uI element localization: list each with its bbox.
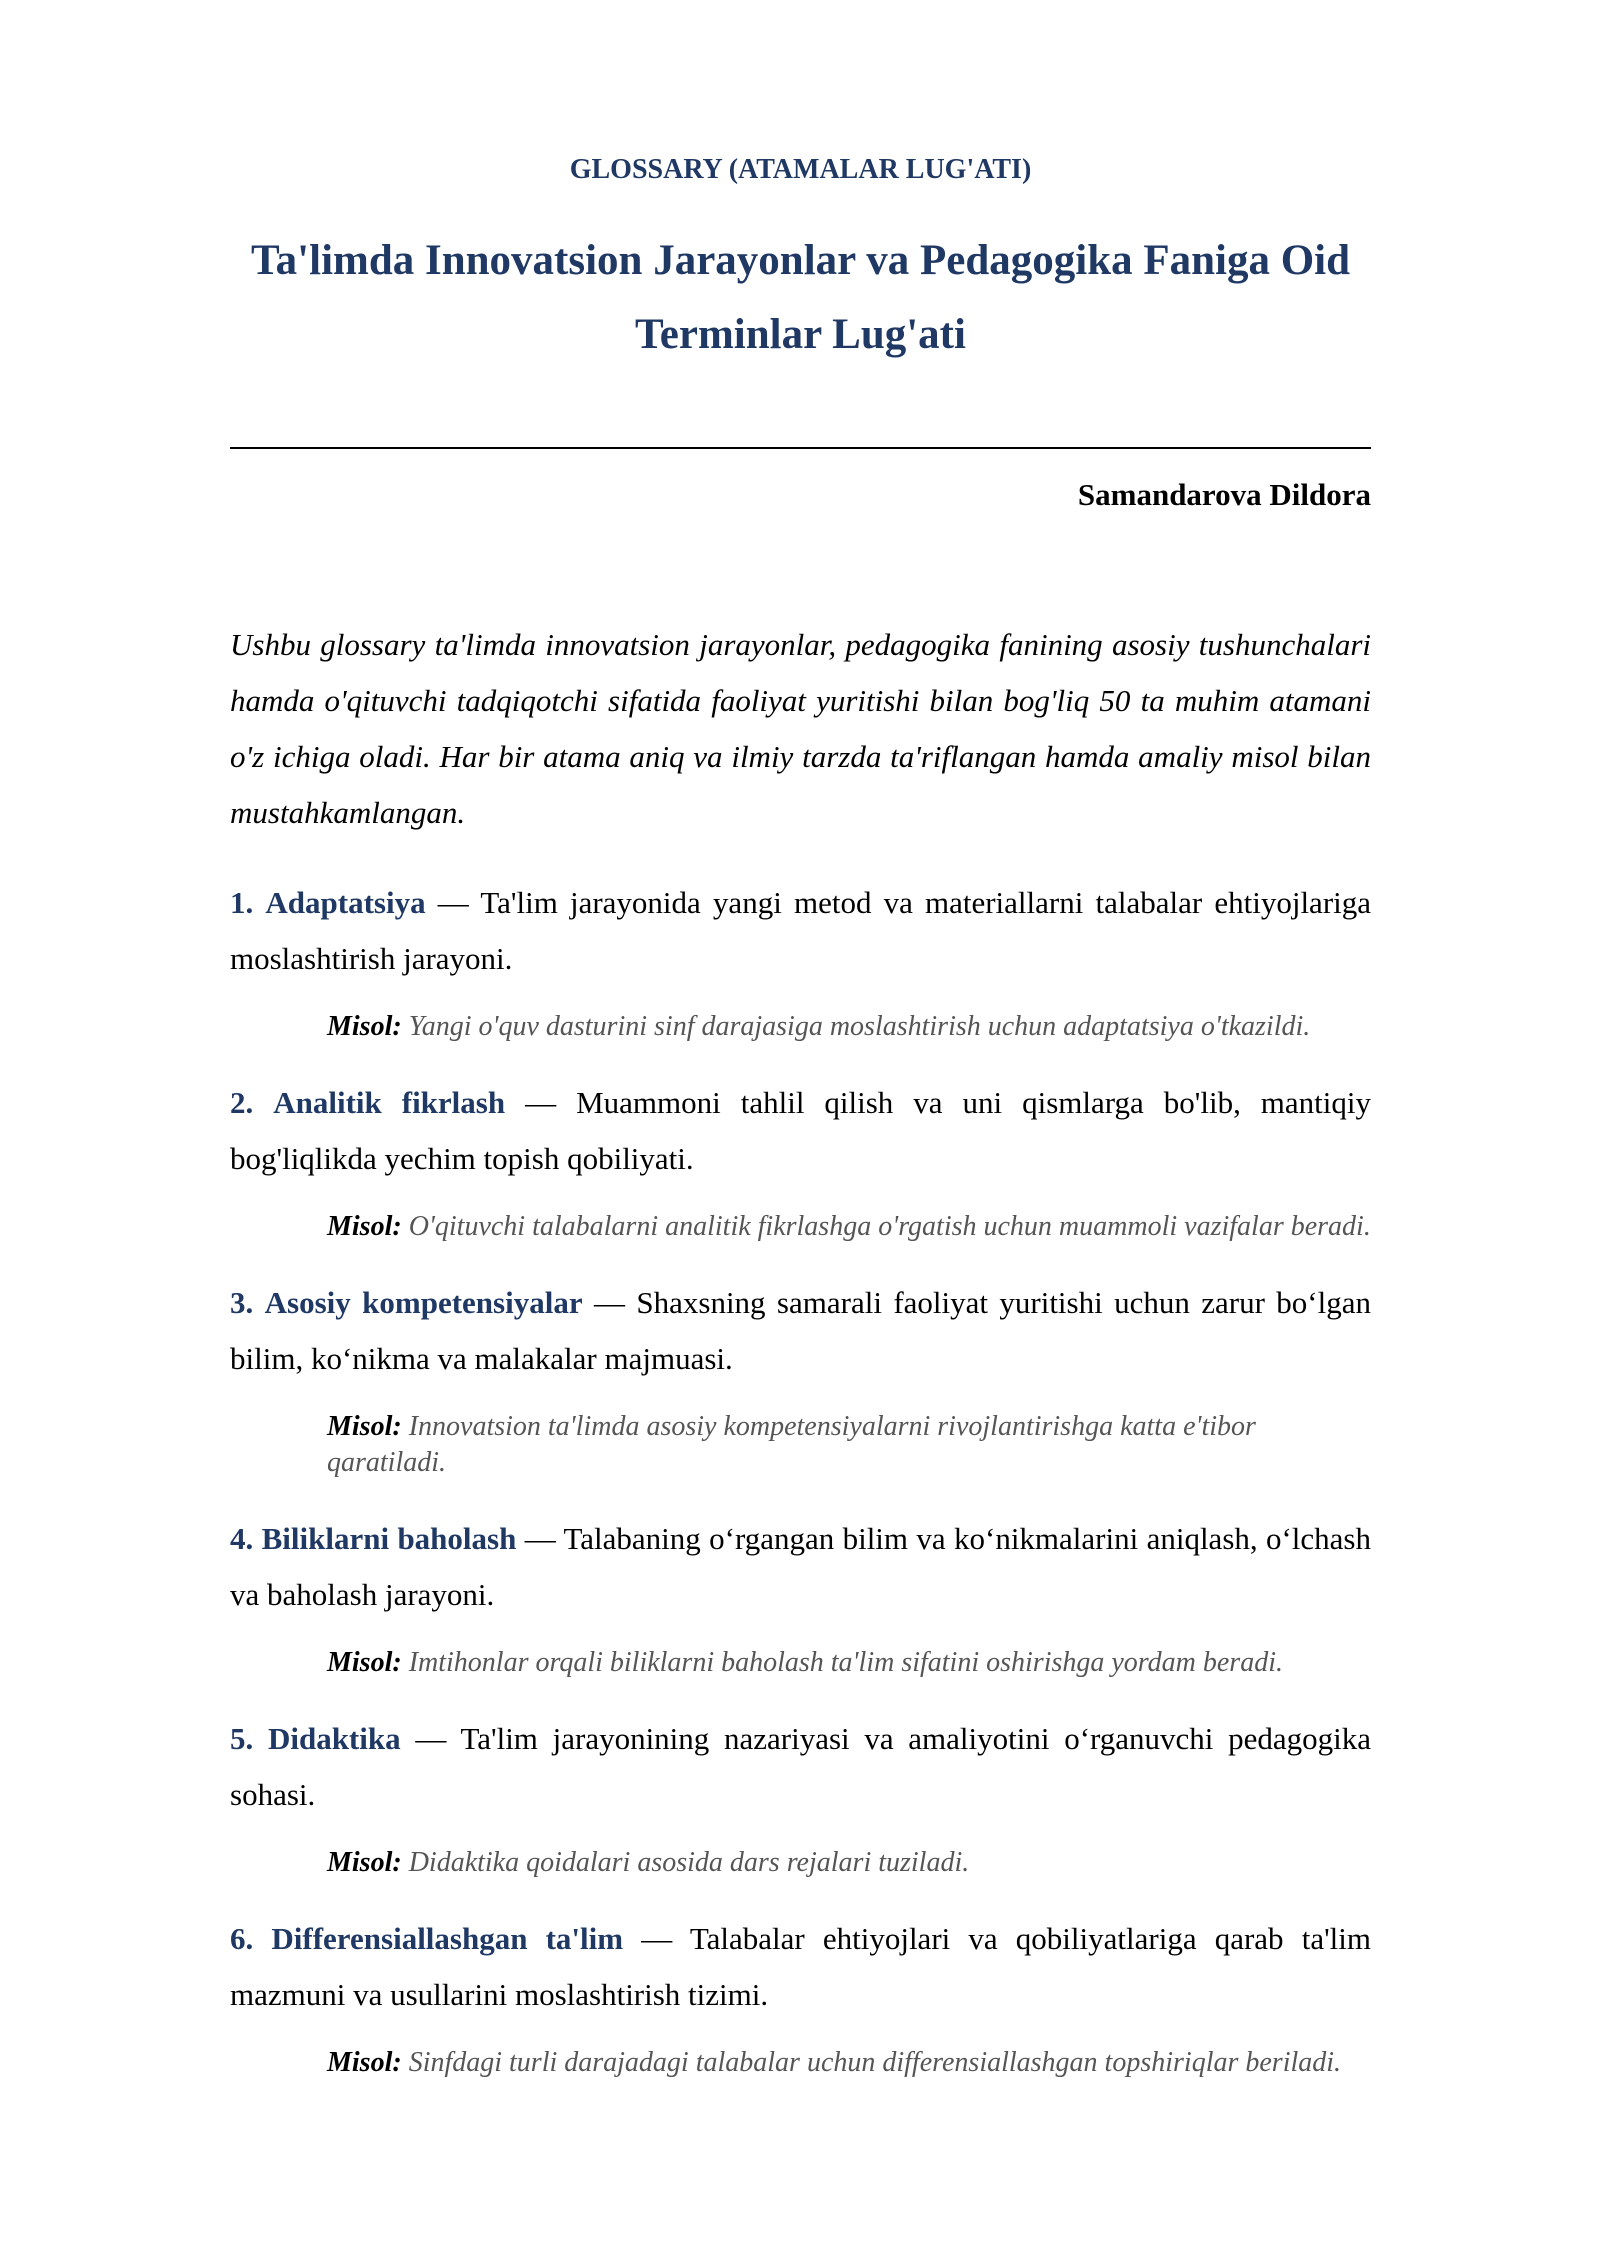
term-name: Asosiy kompetensiyalar xyxy=(264,1285,583,1320)
term-number: 6. xyxy=(230,1921,254,1956)
term-definition-line xyxy=(230,1511,1371,1623)
term-dash: — xyxy=(415,1721,447,1756)
document-title xyxy=(230,224,1371,372)
term-number: 2. xyxy=(230,1085,254,1120)
title-line-1: Ta'limda Innovatsion Jarayonlar va Pedagogika Faniga Oid xyxy=(250,237,1351,284)
term-definition-line xyxy=(230,1275,1371,1387)
glossary-kicker: GLOSSARY (ATAMALAR LUG'ATI) xyxy=(569,154,1032,185)
term-definition: Shaxsning samarali faoliyat yuritishi uchun zarur bo‘lgan bilim, ko‘nikma va malakalar majmuasi. xyxy=(230,1285,1371,1376)
glossary-entry xyxy=(230,1711,1371,1881)
term-definition: Ta'lim jarayonining nazariyasi va amaliyotini o‘rganuvchi pedagogika sohasi. xyxy=(230,1721,1371,1812)
example-text: Yangi o'quv dasturini sinf darajasiga moslashtirish uchun adaptatsiya o'tkazildi. xyxy=(408,1011,1311,1042)
title-line-2: Terminlar Lug'ati xyxy=(635,311,966,358)
title-divider xyxy=(230,447,1371,449)
example-label: Misol: xyxy=(327,1647,402,1678)
term-number: 1. xyxy=(230,885,254,920)
term-dash: — xyxy=(641,1921,673,1956)
glossary-entry xyxy=(230,1275,1371,1481)
example-label: Misol: xyxy=(327,2047,402,2078)
glossary-entry xyxy=(230,1511,1371,1681)
term-number: 4. xyxy=(230,1521,254,1556)
example-text: O'qituvchi talabalarni analitik fikrlashga o'rgatish uchun muammoli vazifalar beradi. xyxy=(408,1211,1371,1242)
term-definition: Ta'lim jarayonida yangi metod va materiallarni talabalar ehtiyojlariga moslashtirish jarayoni. xyxy=(230,885,1372,976)
glossary-entry xyxy=(230,875,1371,1045)
term-definition: Muammoni tahlil qilish va uni qismlarga bo'lib, mantiqiy bog'liqlikda yechim topish qobiliyati. xyxy=(230,1085,1372,1176)
term-example xyxy=(327,1409,1371,1481)
example-label: Misol: xyxy=(327,1847,402,1878)
example-text: Imtihonlar orqali biliklarni baholash ta'lim sifatini oshirishga yordam beradi. xyxy=(408,1647,1283,1678)
term-definition-line xyxy=(230,1911,1371,2023)
term-dash: — xyxy=(437,885,469,920)
term-dash: — xyxy=(525,1085,557,1120)
example-text: Sinfdagi turli darajadagi talabalar uchun differensiallashgan topshiriqlar beriladi. xyxy=(408,2047,1342,2078)
term-definition: Talabalar ehtiyojlari va qobiliyatlariga qarab ta'lim mazmuni va usullarini moslashtirish tizimi. xyxy=(230,1921,1372,2012)
intro-paragraph: Ushbu glossary ta'limda innovatsion jarayonlar, pedagogika fanining asosiy tushunchalari hamda o'qituvchi tadqiqotchi sifatida faoliyat yuritishi bilan bog'liq 50 ta muhim atamani o'z ichiga oladi. Har bir atama aniq va ilmiy tarzda ta'riflangan hamda amaliy misol bilan mustahkamlangan. xyxy=(230,627,1371,830)
glossary-entry xyxy=(230,1911,1371,2081)
example-text: Didaktika qoidalari asosida dars rejalari tuziladi. xyxy=(408,1847,970,1878)
term-definition-line xyxy=(230,1711,1371,1823)
term-name: Differensiallashgan ta'lim xyxy=(271,1921,624,1956)
term-number: 5. xyxy=(230,1721,254,1756)
author-name: Samandarova Dildora xyxy=(1077,477,1371,512)
term-dash: — xyxy=(593,1285,625,1320)
example-label: Misol: xyxy=(327,1011,402,1042)
term-definition: Talabaning o‘rgangan bilim va ko‘nikmalarini aniqlash, o‘lchash va baholash jarayoni. xyxy=(230,1521,1371,1612)
example-label: Misol: xyxy=(327,1411,402,1442)
term-definition-line xyxy=(230,1075,1371,1187)
term-example xyxy=(327,1209,1371,1245)
term-dash: — xyxy=(524,1521,556,1556)
term-example xyxy=(327,2045,1371,2081)
term-example xyxy=(327,1645,1371,1681)
example-label: Misol: xyxy=(327,1211,402,1242)
term-example xyxy=(327,1845,1371,1881)
term-name: Adaptatsiya xyxy=(265,885,426,920)
term-name: Didaktika xyxy=(267,1721,401,1756)
term-name: Biliklarni baholash xyxy=(261,1521,517,1556)
term-number: 3. xyxy=(230,1285,254,1320)
glossary-list xyxy=(230,875,1371,2081)
term-definition-line xyxy=(230,875,1371,987)
example-text: Innovatsion ta'limda asosiy kompetensiyalarni rivojlantirishga katta e'tibor qaratiladi. xyxy=(327,1411,1256,1478)
term-example xyxy=(327,1009,1371,1045)
term-name: Analitik fikrlash xyxy=(273,1085,506,1120)
glossary-entry xyxy=(230,1075,1371,1245)
